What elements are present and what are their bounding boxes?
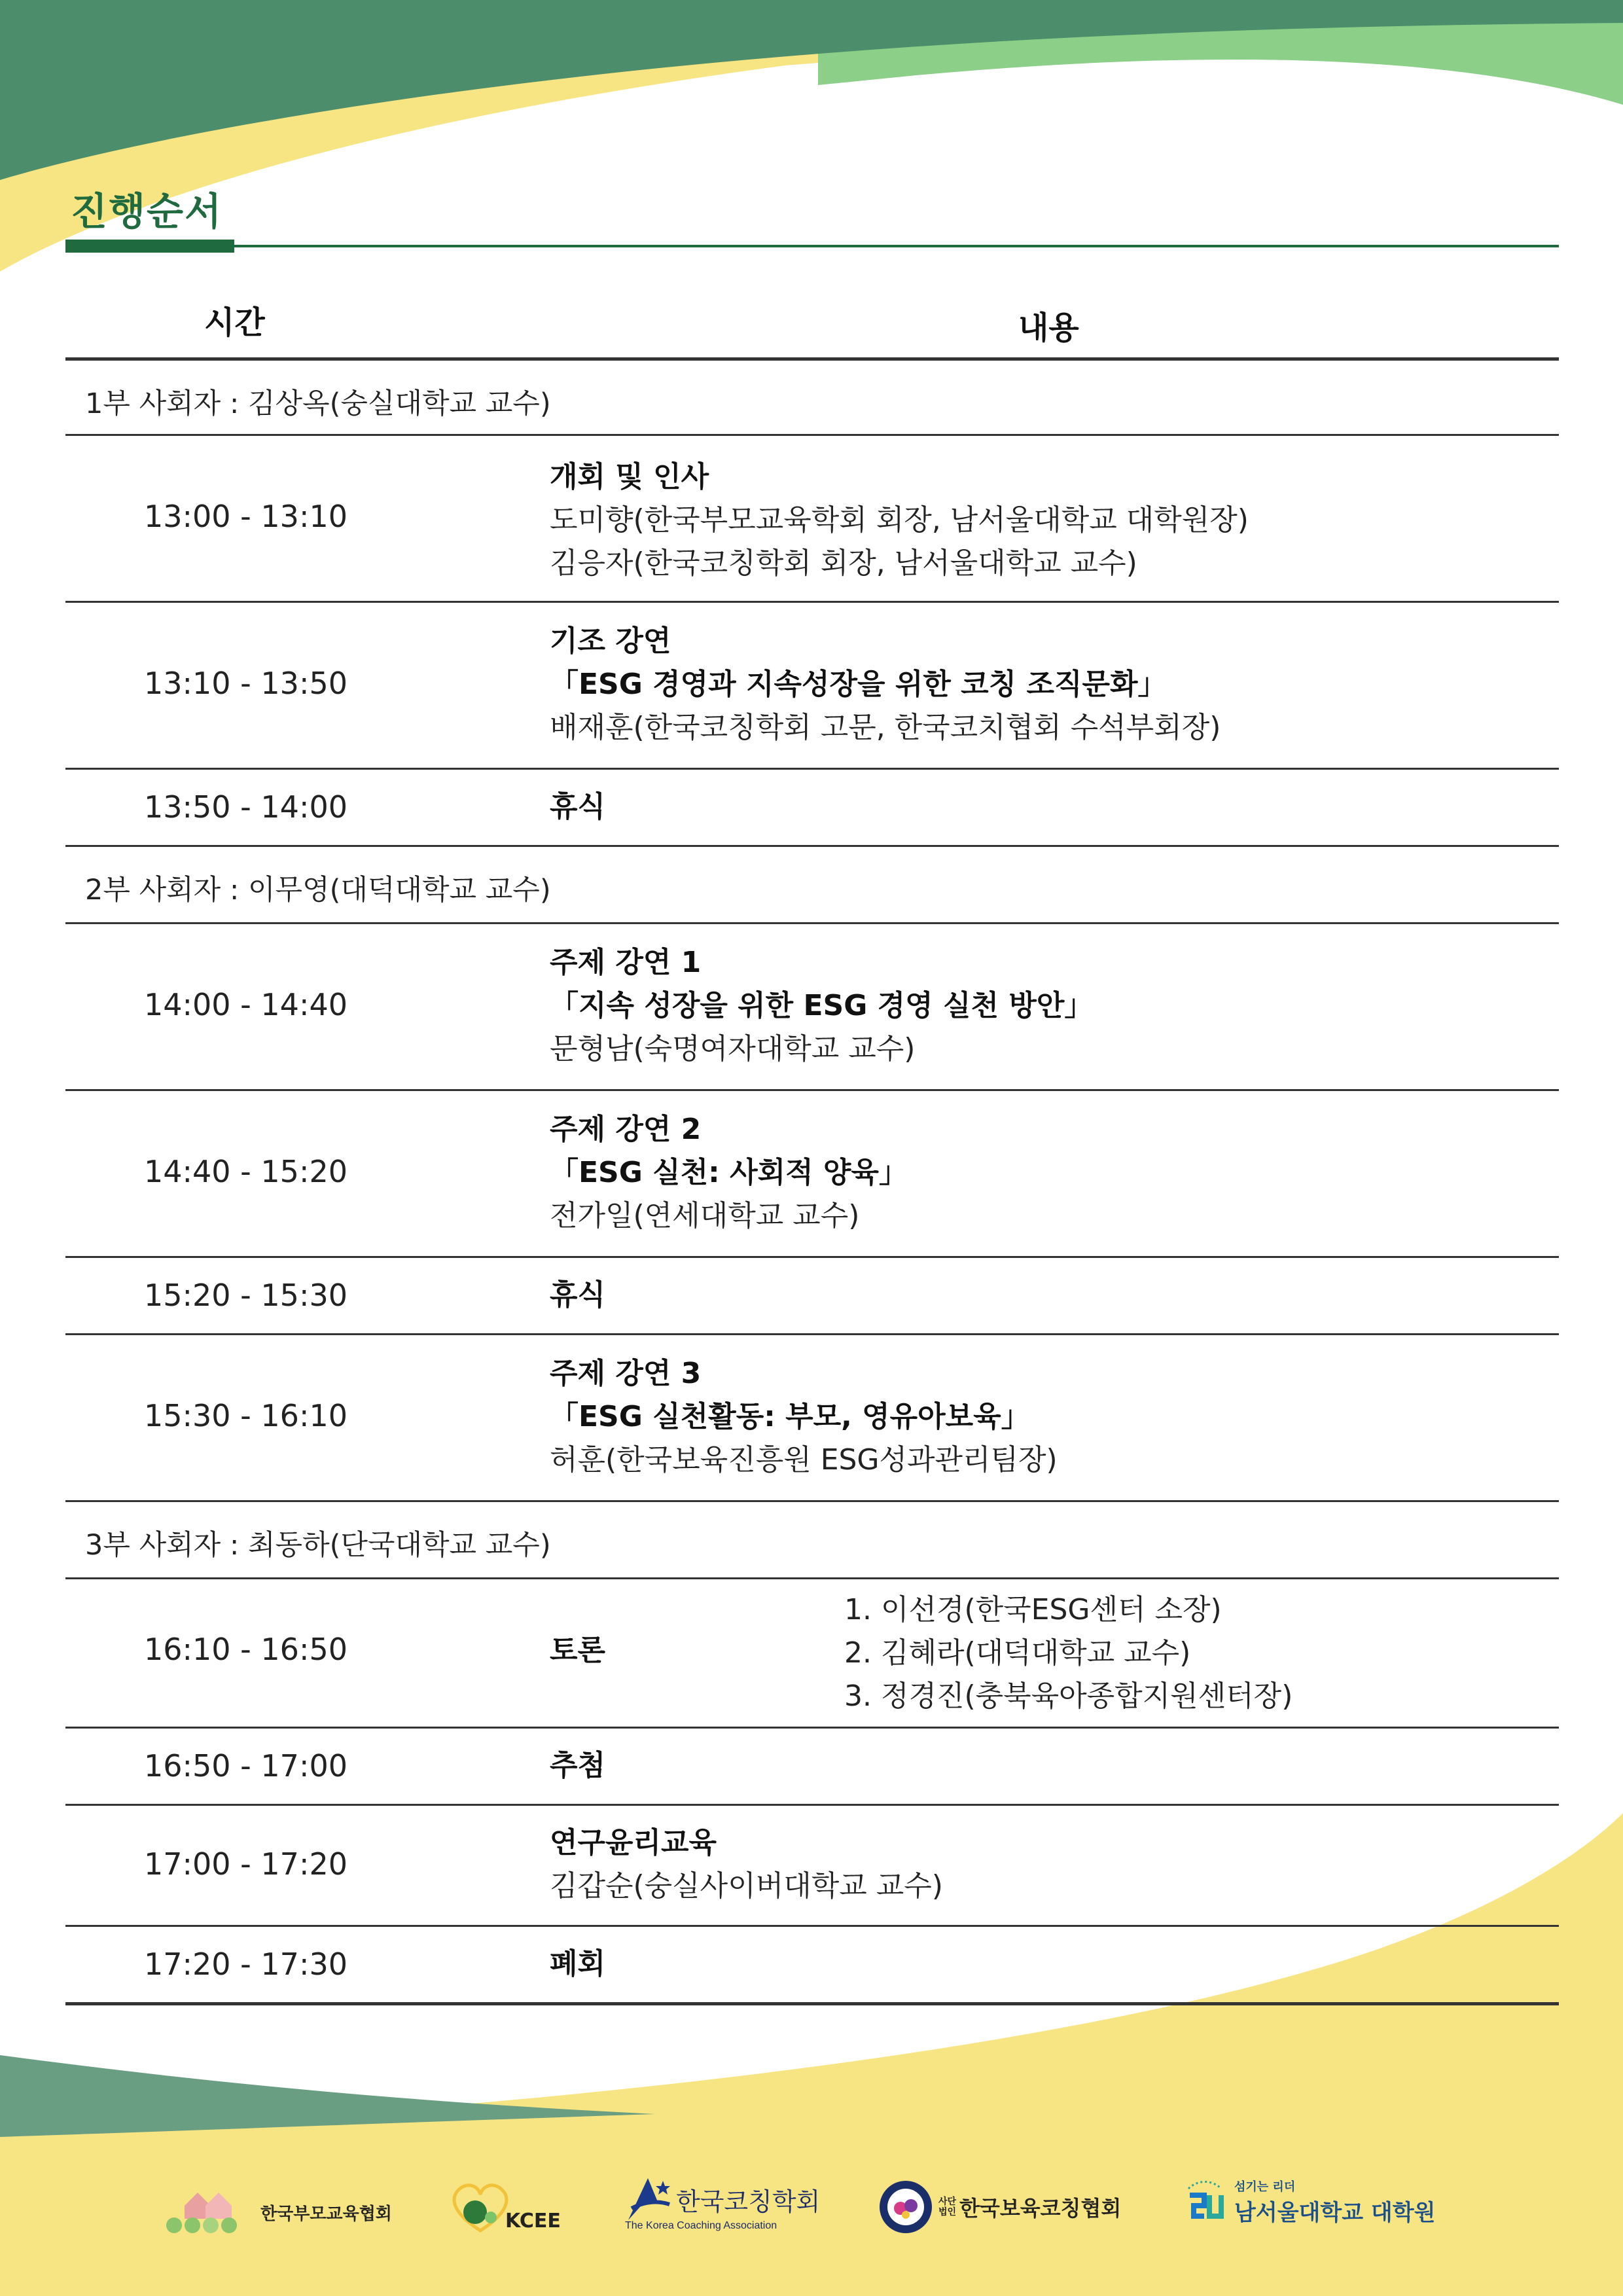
column-header-time: 시간 bbox=[204, 304, 265, 341]
su-logo-icon bbox=[1185, 2176, 1225, 2228]
content-cell: 추첨 bbox=[550, 1749, 606, 1782]
logo-parent-education: 한국부모교육협회 bbox=[165, 2186, 392, 2238]
table-row bbox=[65, 924, 1559, 1091]
table-row bbox=[65, 1927, 1559, 2002]
column-header-content: 내용 bbox=[1018, 310, 1079, 346]
content-cell: 기조 강연 「ESG 경영과 지속성장을 위한 코칭 조직문화」 배재훈(한국코칭학회 고문, 한국코치협회 수석부회장) bbox=[550, 624, 1221, 744]
a-star-logo-icon bbox=[625, 2176, 671, 2223]
content-cell: 토론 bbox=[550, 1634, 606, 1667]
logo-kcee: KCEE bbox=[448, 2178, 561, 2237]
table-row bbox=[65, 1806, 1559, 1927]
content-cell: 휴식 bbox=[550, 790, 606, 823]
table-row bbox=[65, 770, 1559, 847]
section-row: 1부 사회자 : 김상옥(숭실대학교 교수) bbox=[65, 361, 1559, 436]
table-row bbox=[65, 1258, 1559, 1335]
house-circles-logo-icon bbox=[165, 2186, 257, 2238]
time-cell: 16:10 - 16:50 bbox=[144, 1632, 348, 1667]
page-title: 진행순서 bbox=[71, 189, 223, 234]
schedule-table bbox=[65, 357, 1559, 2005]
content-cell: 주제 강연 3 「ESG 실천활동: 부모, 영유아보육」 허훈(한국보육진흥원 ESG성과관리팀장) bbox=[550, 1357, 1058, 1477]
content-cell: 연구윤리교육 김갑순(숭실사이버대학교 교수) bbox=[550, 1826, 943, 1903]
content-cell: 개회 및 인사 도미향(한국부모교육학회 회장, 남서울대학교 대학원장) 김응자(한국코칭학회 회장, 남서울대학교 교수) bbox=[550, 460, 1249, 580]
panelist: 1. 이선경(한국ESG센터 소장) bbox=[844, 1593, 1222, 1626]
section-row: 3부 사회자 : 최동하(단국대학교 교수) bbox=[65, 1502, 1559, 1579]
time-cell: 14:40 - 15:20 bbox=[144, 1154, 348, 1189]
title-accent-bar bbox=[65, 240, 234, 253]
table-row bbox=[65, 1091, 1559, 1258]
table-row bbox=[65, 436, 1559, 603]
content-cell: 주제 강연 1 「지속 성장을 위한 ESG 경영 실천 방안」 문형남(숙명여자대학교 교수) bbox=[550, 946, 1094, 1066]
time-cell: 17:20 - 17:30 bbox=[144, 1946, 348, 1982]
time-cell: 13:10 - 13:50 bbox=[144, 666, 348, 701]
content-cell: 폐회 bbox=[550, 1947, 606, 1981]
time-cell: 15:30 - 16:10 bbox=[144, 1398, 348, 1433]
time-cell: 15:20 - 15:30 bbox=[144, 1278, 348, 1313]
logo-korea-coaching-association: 한국코칭학회 The Korea Coaching Association bbox=[625, 2176, 820, 2232]
time-cell: 13:50 - 14:00 bbox=[144, 789, 348, 825]
table-row bbox=[65, 1729, 1559, 1806]
discussion-panel-list bbox=[844, 1588, 1293, 1718]
time-cell: 13:00 - 13:10 bbox=[144, 499, 348, 534]
section-row: 2부 사회자 : 이무영(대덕대학교 교수) bbox=[65, 847, 1559, 924]
table-row bbox=[65, 603, 1559, 770]
table-row bbox=[65, 1335, 1559, 1502]
time-cell: 17:00 - 17:20 bbox=[144, 1846, 348, 1882]
time-cell: 16:50 - 17:00 bbox=[144, 1748, 348, 1784]
panelist: 2. 김혜라(대덕대학교 교수) bbox=[844, 1636, 1191, 1670]
table-row bbox=[65, 1579, 1559, 1729]
heart-circle-logo-icon bbox=[448, 2178, 513, 2237]
title-divider bbox=[65, 245, 1559, 247]
content-cell: 휴식 bbox=[550, 1278, 606, 1312]
footer-logos bbox=[0, 2160, 1623, 2251]
logo-namseoul-graduate-school: 섬기는 리더 남서울대학교 대학원 bbox=[1185, 2176, 1435, 2228]
panelist: 3. 정경진(충북육아종합지원센터장) bbox=[844, 1679, 1293, 1713]
round-seal-logo-icon bbox=[878, 2179, 933, 2234]
content-cell: 주제 강연 2 「ESG 실천: 사회적 양육」 전가일(연세대학교 교수) bbox=[550, 1113, 908, 1232]
logo-childcare-coaching: 사단법인 한국보육코칭협회 bbox=[878, 2179, 1121, 2234]
time-cell: 14:00 - 14:40 bbox=[144, 987, 348, 1022]
